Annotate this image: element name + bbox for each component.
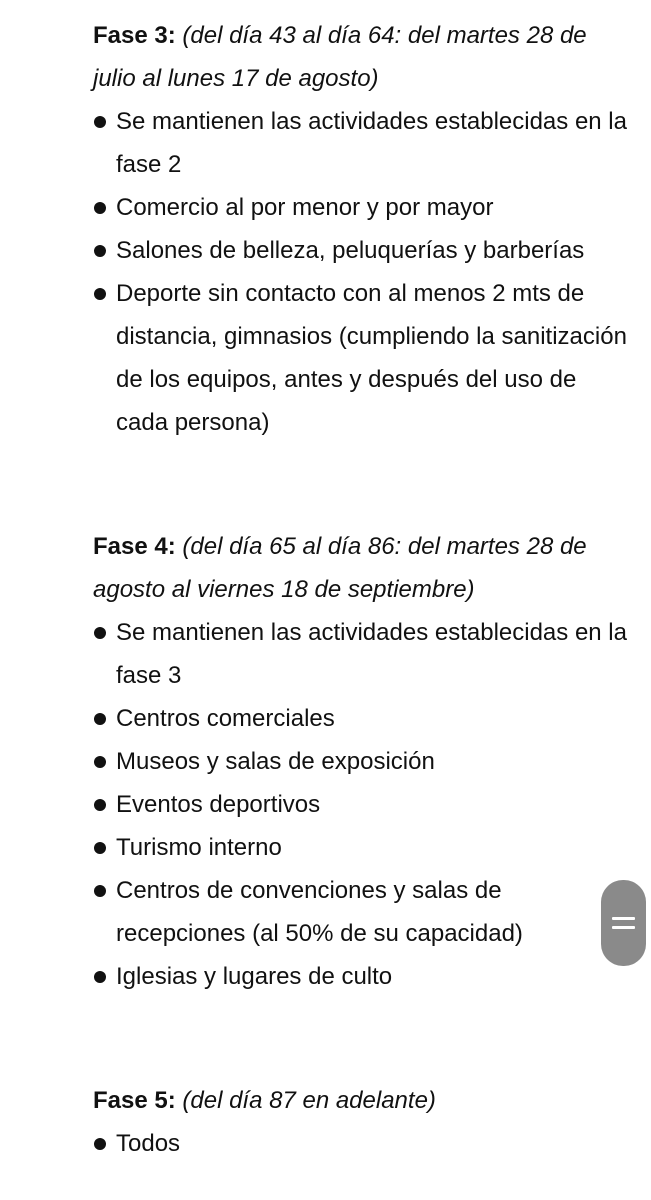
bullet-icon	[94, 627, 106, 639]
section-gap	[93, 998, 633, 1079]
drag-handle-icon	[612, 917, 635, 920]
list-item	[93, 869, 633, 955]
list-item	[93, 826, 633, 869]
phase-4-range: (del día 65 al día 86: del martes 28 de agosto al viernes 18 de septiembre)	[93, 533, 587, 603]
list-item	[93, 186, 633, 229]
list-item	[93, 100, 633, 186]
list-item	[93, 272, 633, 444]
bullet-icon	[94, 245, 106, 257]
phase-4-title: Fase 4:	[93, 533, 176, 560]
list-item-text: Se mantienen las actividades establecidas en la fase 3	[116, 619, 627, 689]
list-item	[93, 611, 633, 697]
bullet-icon	[94, 971, 106, 983]
phase-5-list	[93, 1122, 633, 1165]
bullet-icon	[94, 799, 106, 811]
phase-4-section	[93, 525, 633, 998]
list-item-text: Deporte sin contacto con al menos 2 mts de distancia, gimnasios (cumpliendo la sanitización de los equipos, antes y después del uso de cada persona)	[116, 280, 627, 436]
list-item	[93, 740, 633, 783]
phase-4-heading	[93, 525, 633, 611]
bullet-icon	[94, 1138, 106, 1150]
document-body	[93, 14, 633, 1165]
drag-handle-icon	[612, 926, 635, 929]
bullet-icon	[94, 288, 106, 300]
list-item-text: Turismo interno	[116, 834, 282, 861]
bullet-icon	[94, 202, 106, 214]
list-item	[93, 697, 633, 740]
phase-3-range: (del día 43 al día 64: del martes 28 de julio al lunes 17 de agosto)	[93, 22, 587, 92]
bullet-icon	[94, 842, 106, 854]
list-item-text: Centros comerciales	[116, 705, 335, 732]
list-item-text: Centros de convenciones y salas de recepciones (al 50% de su capacidad)	[116, 877, 523, 947]
list-item	[93, 229, 633, 272]
bullet-icon	[94, 713, 106, 725]
phase-3-title: Fase 3:	[93, 22, 176, 49]
list-item-text: Iglesias y lugares de culto	[116, 963, 393, 990]
phase-3-heading	[93, 14, 633, 100]
list-item-text: Eventos deportivos	[116, 791, 321, 818]
phase-3-section	[93, 14, 633, 444]
phase-3-list	[93, 100, 633, 444]
phase-4-list	[93, 611, 633, 998]
section-gap	[93, 444, 633, 525]
list-item	[93, 955, 633, 998]
phase-5-heading	[93, 1079, 633, 1122]
list-item-text: Comercio al por menor y por mayor	[116, 194, 494, 221]
list-item	[93, 1122, 633, 1165]
bullet-icon	[94, 756, 106, 768]
phase-5-title: Fase 5:	[93, 1087, 176, 1114]
scroll-handle[interactable]	[601, 880, 646, 966]
bullet-icon	[94, 885, 106, 897]
list-item-text: Todos	[116, 1130, 181, 1157]
bullet-icon	[94, 116, 106, 128]
list-item-text: Se mantienen las actividades establecidas en la fase 2	[116, 108, 627, 178]
phase-5-range: (del día 87 en adelante)	[182, 1087, 436, 1114]
list-item	[93, 783, 633, 826]
list-item-text: Salones de belleza, peluquerías y barberías	[116, 237, 585, 264]
list-item-text: Museos y salas de exposición	[116, 748, 435, 775]
phase-5-section	[93, 1079, 633, 1165]
